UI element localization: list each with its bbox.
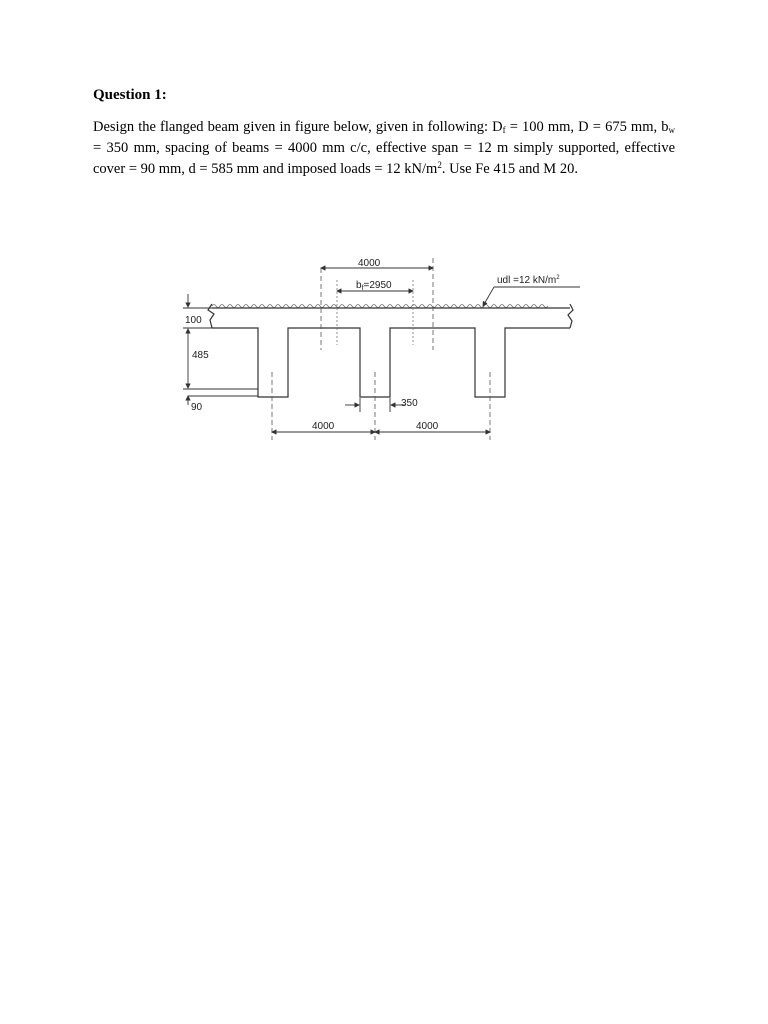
cover-label: 90 [191, 402, 203, 413]
udl-label [497, 275, 560, 286]
web-depth-label: 485 [192, 350, 209, 361]
udl-text: udl =12 kN/m [497, 275, 557, 286]
flange-width-label [356, 280, 392, 292]
body-subscript-f: f [502, 125, 506, 135]
body-text-2: = 100 mm, D = 675 mm, b [505, 119, 669, 135]
flange-width-value: =2950 [363, 280, 392, 291]
flange-depth-label: 100 [185, 315, 202, 326]
bottom-spacing-left-label: 4000 [312, 421, 335, 432]
beam-section-outline [208, 304, 573, 397]
body-text-3: = 350 mm, spacing of beams = 4000 mm c/c, effective span = 12 m simply supported, effective cover = 90 mm, d = 585 mm and imposed loads = 12 kN/m [93, 140, 675, 177]
slab-hatching [212, 305, 548, 308]
flange-width-b: b [356, 280, 362, 291]
flange-width-subscript: f [361, 285, 364, 292]
question-body [93, 117, 675, 180]
udl-leader [483, 287, 580, 306]
body-text-4: . Use Fe 415 and M 20. [441, 161, 578, 177]
body-superscript-2: 2 [437, 160, 442, 170]
body-text-1: Design the flanged beam given in figure below, given in following: D [93, 119, 503, 135]
body-subscript-w: w [668, 125, 675, 135]
web-width-label: 350 [401, 398, 418, 409]
top-spacing-label: 4000 [358, 258, 381, 269]
bottom-spacing-right-label: 4000 [416, 421, 439, 432]
udl-superscript: 2 [556, 275, 560, 281]
flanged-beam-figure [170, 250, 590, 450]
question-title: Question 1: [93, 87, 167, 103]
